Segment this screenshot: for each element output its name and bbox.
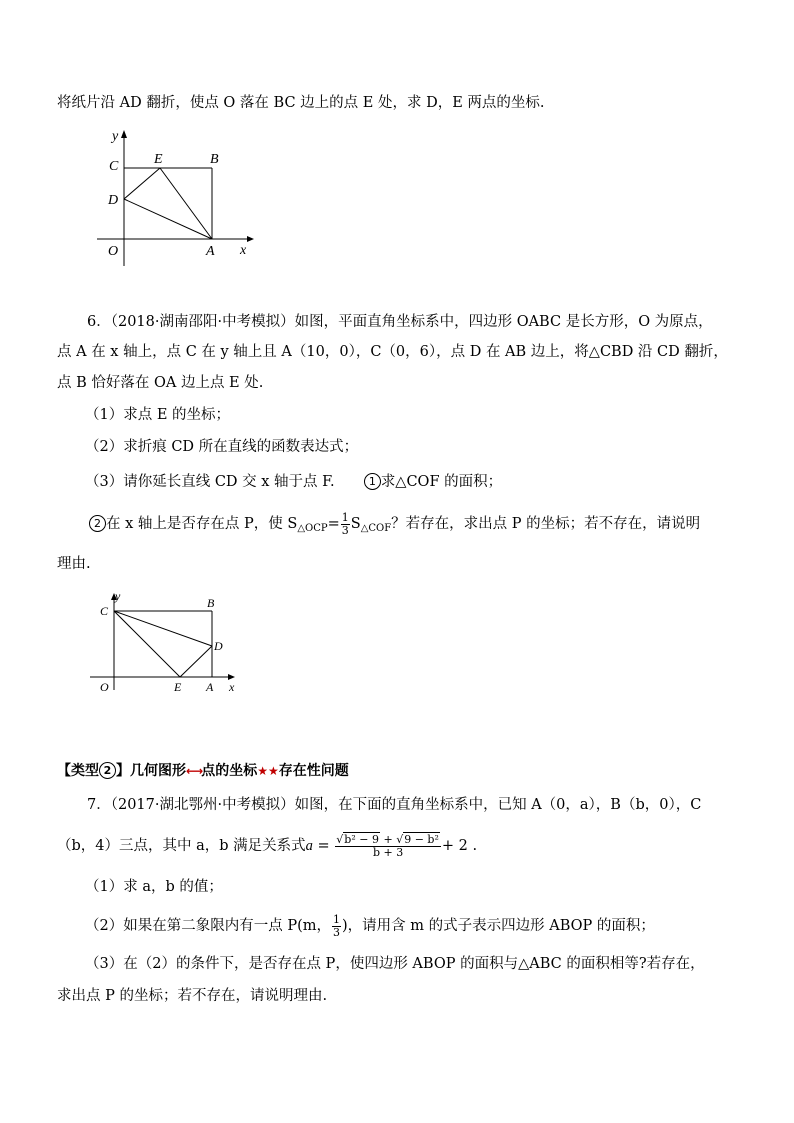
section-mid: 点的坐标 (201, 763, 258, 779)
fig1-label-y: y (112, 129, 119, 144)
fig2-label-o: O (100, 680, 109, 694)
fig2-label-x: x (229, 680, 235, 694)
fig2-line-ed (180, 646, 212, 677)
fig2-line-ce (114, 611, 180, 677)
q7-eq: = (312, 838, 335, 854)
q6-eq: = (327, 516, 340, 532)
fig1-line-de (124, 168, 160, 199)
q6-sub1: （1）求点 E 的坐标； (85, 407, 231, 423)
q6-sub3 (85, 473, 502, 490)
q7-plus: + (379, 832, 397, 846)
fig1-label-c: C (109, 159, 119, 174)
q6-circle-1: 1 (364, 473, 381, 490)
q6-sub3b: 求△COF 的面积； (380, 474, 503, 490)
q6-sub3a: （3）请你延长直线 CD 交 x 轴于点 F. (85, 474, 335, 490)
q7-sub1: （1）求 a，b 的值； (85, 879, 223, 895)
q7-line2 (57, 830, 477, 862)
fig2-label-a: A (206, 680, 214, 694)
q7-sub2-frac-num: 1 (333, 912, 340, 926)
fig1-label-e: E (154, 152, 163, 167)
q7-line2-pre: （b，4）三点，其中 a，b 满足关系式 (57, 838, 306, 854)
fig1-line-da (124, 199, 212, 239)
section-heading (57, 762, 349, 779)
q6-frac-num: 1 (341, 510, 349, 524)
section-stars: ★★ (257, 764, 279, 778)
q6-sub3c (89, 510, 700, 543)
fig2-label-d: D (214, 639, 223, 653)
fig1-label-a: A (206, 244, 215, 259)
q7-sub3-line1: （3）在（2）的条件下，是否存在点 P，使四边形 ABOP 的面积与△ABC 的面积相等?若存在， (85, 956, 705, 972)
q6-sub3c-end: 理由. (57, 556, 91, 572)
section-open: 【类型 (57, 763, 99, 779)
q6-line1: 6．（2018·湖南邵阳·中考模拟）如图，平面直角坐标系中，四边形 OABC 是长方形，O 为原点， (87, 314, 713, 330)
fig2-label-c: C (100, 604, 109, 618)
q7-sub2-pre: （2）如果在第二象限内有一点 P(m， (85, 918, 331, 934)
q6-sub2: （2）求折痕 CD 所在直线的函数表达式； (85, 439, 359, 455)
fig2-label-b: B (207, 596, 215, 610)
section-end: 存在性问题 (278, 763, 349, 779)
q7-sub2-post: )，请用含 m 的式子表示四边形 ABOP 的面积； (342, 918, 655, 934)
q7-sub3-line2: 求出点 P 的坐标；若不存在，请说明理由. (57, 988, 328, 1004)
q6-frac-den: 3 (341, 523, 349, 537)
fig2-label-y: y (115, 590, 121, 603)
fig1-label-x: x (240, 243, 247, 258)
fig2-line-cd (114, 611, 212, 646)
fig1-label-d: D (108, 193, 119, 208)
fig1-line-ea (160, 168, 212, 239)
q7-numerator: √b² − 9 + √9 − b² (336, 832, 439, 846)
q7-denominator: b + 3 (372, 845, 404, 859)
figure-1 (92, 126, 262, 271)
q6-fraction (341, 512, 350, 536)
q6-line2: 点 A 在 x 轴上，点 C 在 y 轴上且 A（10，0），C（0，6），点 D 在 AB 边上，将△CBD 沿 CD 翻折， (57, 344, 728, 360)
q7-fraction (335, 834, 441, 858)
figure-2 (88, 590, 248, 700)
q6-sub-ocp: △OCP (297, 523, 328, 534)
fig1-y-arrow (121, 130, 127, 138)
q7-radicand-2: 9 − b² (404, 832, 439, 846)
section-close: 】几何图形 (116, 763, 186, 779)
q7-var-a: a (305, 838, 313, 854)
q7-radicand-1: b² − 9 (344, 832, 379, 846)
q7-line1: 7．（2017·湖北鄂州·中考模拟）如图，在下面的直角坐标系中，已知 A（0，a），B（b，0），C (87, 797, 702, 813)
q7-tail: + 2 . (441, 838, 478, 854)
q7-sub2 (85, 912, 655, 940)
q7-sub2-fraction (332, 914, 341, 938)
fig1-x-arrow (247, 236, 254, 242)
q7-sub2-frac-den: 3 (333, 925, 340, 939)
q6-sub3c-pre: 在 x 轴上是否存在点 P，使 S (106, 516, 298, 532)
fig2-label-e: E (174, 680, 182, 694)
fig1-label-b: B (210, 152, 219, 167)
q6-sub-cof: △COF (360, 523, 392, 534)
intro-text: 将纸片沿 AD 翻折，使点 O 落在 BC 边上的点 E 处，求 D，E 两点的坐标. (57, 95, 545, 111)
q6-s2: S (350, 516, 361, 532)
section-circle: 2 (99, 762, 116, 779)
q6-sub3c-post: ？若存在，求出点 P 的坐标；若不存在，请说明 (391, 516, 701, 532)
section-arrow: ⟷ (186, 764, 202, 778)
q6-circle-2: 2 (89, 515, 106, 532)
q6-line3: 点 B 恰好落在 OA 边上点 E 处. (57, 375, 264, 391)
fig1-label-o: O (108, 244, 119, 259)
